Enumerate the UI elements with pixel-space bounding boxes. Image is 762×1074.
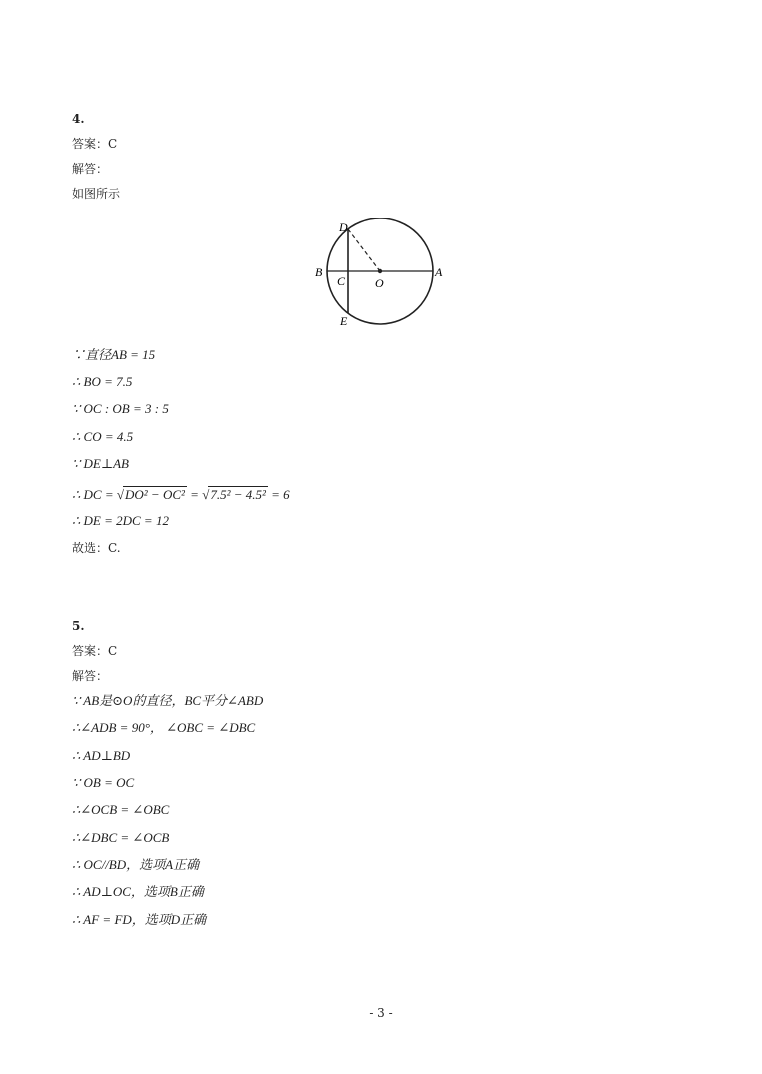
question-5-answer: 答案：C (72, 644, 118, 658)
q5-line-4: ∵ OB = OC (72, 775, 135, 790)
q4-line-3: ∵ OC : OB = 3 : 5 (72, 401, 169, 416)
question-4-figure-intro: 如图所示 (72, 187, 121, 201)
q5-line-2: ∴∠ADB = 90°， ∠OBC = ∠DBC (72, 720, 256, 735)
q4-line-6-radicand-2: 7.5² − 4.5² (210, 487, 266, 502)
q4-line-6: ∴ DC = √DO² − OC² = √7.5² − 4.5² = 6 (72, 487, 290, 502)
label-c: C (337, 274, 346, 288)
q5-line-1: ∵ AB是⊙O的直径，BC平分∠ABD (72, 693, 264, 708)
circle-diagram (312, 218, 446, 330)
q5-line-3: ∴ AD⊥BD (72, 748, 131, 763)
label-e: E (340, 314, 348, 328)
center-point (378, 269, 382, 273)
question-5-number: 5. (72, 619, 85, 633)
question-5-solution-label: 解答： (72, 669, 109, 683)
q4-line-6-post: = 6 (267, 487, 290, 502)
label-a: A (435, 265, 443, 279)
q4-line-6-pre: ∴ DC = (72, 487, 117, 502)
q4-line-5: ∵ DE⊥AB (72, 456, 129, 471)
q4-line-6-radicand-1: DO² − OC² (125, 487, 185, 502)
q4-line-2: ∴ BO = 7.5 (72, 374, 133, 389)
q5-line-5: ∴∠OCB = ∠OBC (72, 802, 170, 817)
label-o: O (375, 276, 384, 290)
q5-line-7: ∴ OC//BD，选项A正确 (72, 857, 200, 872)
question-4-number: 4. (72, 112, 85, 126)
label-b: B (315, 265, 323, 279)
q5-line-9: ∴ AF = FD，选项D正确 (72, 912, 207, 927)
q4-line-1: ∵直径AB = 15 (72, 347, 156, 362)
q5-line-8: ∴ AD⊥OC，选项B正确 (72, 884, 204, 899)
segment-do (348, 229, 380, 271)
label-d: D (339, 220, 348, 234)
q4-line-6-mid: = (186, 487, 203, 502)
page-number: - 3 - (369, 1006, 393, 1020)
question-4-solution-label: 解答： (72, 162, 109, 176)
q4-conclusion: 故选：C. (72, 541, 121, 555)
q5-line-6: ∴∠DBC = ∠OCB (72, 830, 170, 845)
question-4-answer: 答案：C (72, 137, 118, 151)
q4-line-7: ∴ DE = 2DC = 12 (72, 513, 169, 528)
q4-line-4: ∴ CO = 4.5 (72, 429, 134, 444)
